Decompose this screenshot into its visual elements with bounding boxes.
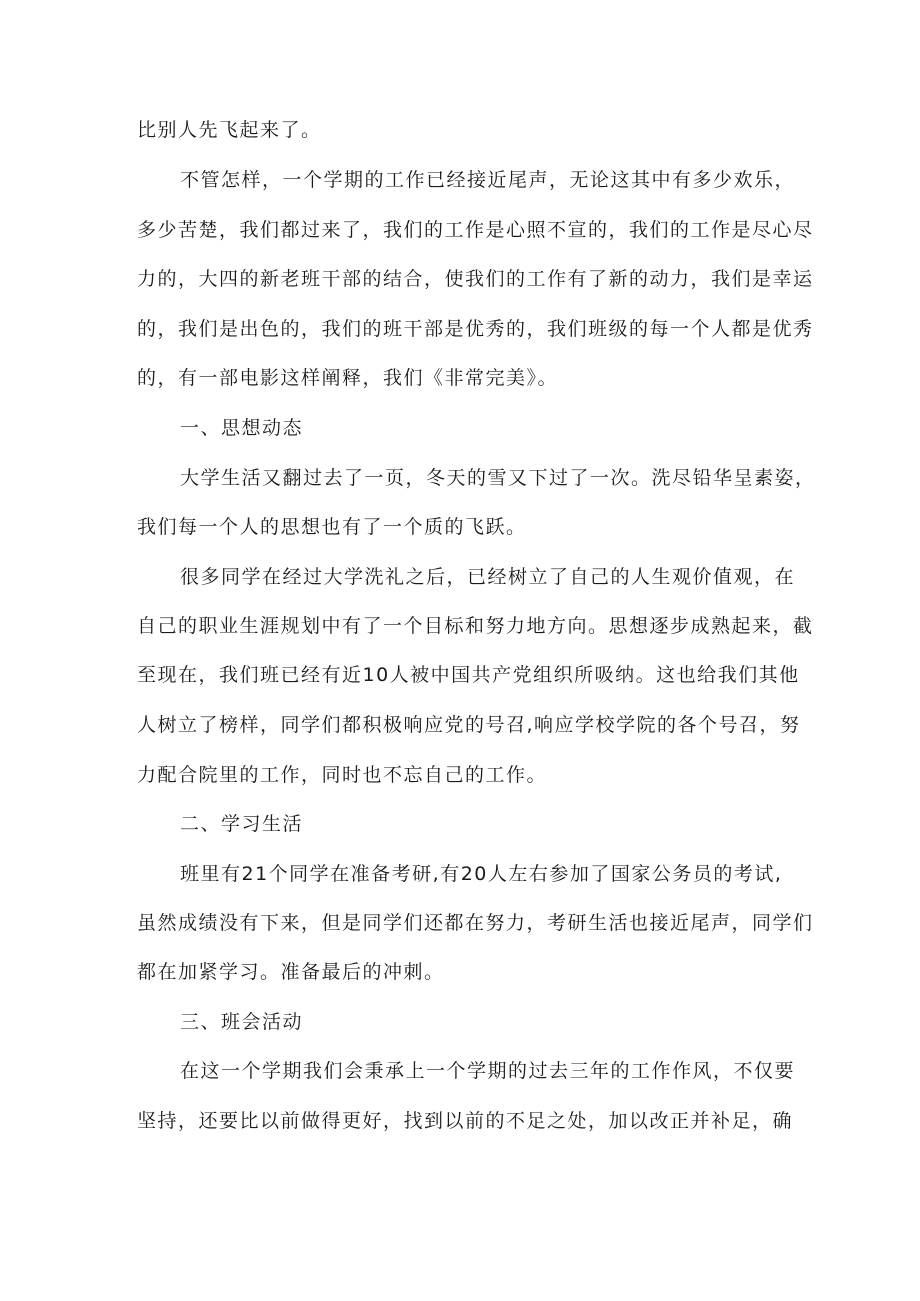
text-line: 至现在，我们班已经有近10人被中国共产党组织所吸纳。这也给我们其他 [137, 664, 800, 686]
text-line: 人树立了榜样，同学们都积极响应党的号召,响应学校学院的各个号召，努 [137, 714, 801, 736]
text-line: 自己的职业生涯规划中有了一个目标和努力地方向。思想逐步成熟起来，截 [137, 615, 814, 637]
section-heading: 一、思想动态 [180, 417, 304, 439]
paragraph-first-line: 在这一个学期我们会秉承上一个学期的过去三年的工作作风，不仅要 [180, 1060, 796, 1082]
section-heading: 二、学习生活 [180, 813, 304, 835]
text-line: 虽然成绩没有下来，但是同学们还都在努力，考研生活也接近尾声，同学们 [137, 912, 814, 934]
paragraph-first-line: 很多同学在经过大学洗礼之后，已经树立了自己的人生观价值观，在 [180, 566, 796, 588]
text-line: 我们每一个人的思想也有了一个质的飞跃。 [137, 516, 527, 538]
text-line: 的，我们是出色的，我们的班干部是优秀的，我们班级的每一个人都是优秀 [137, 318, 814, 340]
paragraph-first-line: 班里有21个同学在准备考研,有20人左右参加了国家公务员的考试, [180, 863, 783, 885]
paragraph-first-line: 大学生活又翻过去了一页，冬天的雪又下过了一次。洗尽铅华呈素姿， [180, 467, 816, 489]
text-line: 力配合院里的工作，同时也不忘自己的工作。 [137, 764, 548, 786]
text-line: 的，有一部电影这样阐释，我们《非常完美》。 [137, 367, 559, 389]
text-line: 比别人先飞起来了。 [137, 119, 322, 141]
text-line: 坚持，还要比以前做得更好，找到以前的不足之处，加以改正并补足，确 [137, 1110, 794, 1132]
text-line: 都在加紧学习。准备最后的冲刺。 [137, 961, 445, 983]
text-line: 多少苦楚，我们都过来了，我们的工作是心照不宣的，我们的工作是尽心尽 [137, 219, 814, 241]
paragraph-first-line: 不管怎样，一个学期的工作已经接近尾声，无论这其中有多少欢乐， [180, 169, 796, 191]
section-heading: 三、班会活动 [180, 1011, 304, 1033]
text-line: 力的，大四的新老班干部的结合，使我们的工作有了新的动力，我们是幸运 [137, 268, 814, 290]
